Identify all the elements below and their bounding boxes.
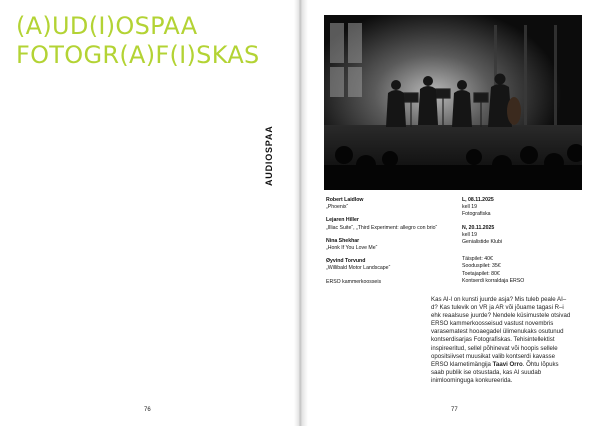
program-item xyxy=(326,197,446,211)
work-title: „Phoenix“ xyxy=(326,204,349,211)
work-title: „Willibald Motor Landscape“ xyxy=(326,265,391,272)
page-number-left: 76 xyxy=(144,407,151,413)
ensemble-name: ERSO kammerkoosseis xyxy=(326,278,382,285)
organizer-note: Kontserdi korraldaja ERSO xyxy=(462,277,525,284)
program-item xyxy=(326,217,446,231)
work-title: „Illiac Suite“, „Third Experiment: allegro con brio“ xyxy=(326,224,438,231)
concert-photo xyxy=(324,15,582,190)
event-venue: Genialistide Klubi xyxy=(462,239,503,246)
price-supporter: Toetajapilet: 80€ xyxy=(462,270,500,277)
program-item xyxy=(326,238,446,252)
title-line-2: FOTOGR(A)F(I)SKAS xyxy=(16,41,260,69)
page-number-right: 77 xyxy=(451,407,458,413)
program-credits xyxy=(326,197,446,286)
event-date: L, 08.11.2025 xyxy=(462,197,494,203)
body-text-name: Taavi Orro xyxy=(492,360,523,368)
ticket-prices xyxy=(462,256,582,285)
title-line-1: (A)UD(I)OSPAA xyxy=(16,12,198,40)
body-text-intro: Kas AI-l on kunsti juurde asja? Mis tuleb peale AI–d? Kas tulevik on VR ja AR või jõuame tagasi R–i ehk reaalsuse juurde? Nendele küsimustele otsivad ERSO kammerkoosseisud vastust novembris varasematest hooaegadel ülimenukaks osutunud kontserdisarjas Fotografiskas. Tehisintellektist inspireeritud, sellel põhinevat või hoopis sellele opositsiivset muusikat valib kontserdi kavasse ERSO klarnetimängija xyxy=(431,296,571,368)
composer-name: Nina Shekhar xyxy=(326,237,360,244)
composer-name: Robert Laidlow xyxy=(326,197,364,203)
composer-name: Lejaren Hiller xyxy=(326,217,359,224)
event-info xyxy=(462,197,582,285)
event-time: kell 19 xyxy=(462,204,477,211)
event-item xyxy=(462,225,582,247)
page-title xyxy=(16,12,286,70)
event-item xyxy=(462,197,582,219)
section-label: AUDIOSPAA xyxy=(264,125,274,186)
concert-photo-image xyxy=(324,15,582,190)
event-venue: Fotografiska xyxy=(462,211,491,218)
program-item xyxy=(326,258,446,272)
price-full: Täispilet: 40€ xyxy=(462,256,493,263)
left-page xyxy=(0,0,299,426)
work-title: „Honk If You Love Me“ xyxy=(326,245,378,252)
body-text-outro: . Õhtu lõpuks saab publik ise otsustada, kas AI suudab inimloominguga konkureerida. xyxy=(431,360,559,384)
event-date: N, 20.11.2025 xyxy=(462,224,495,231)
book-gutter xyxy=(294,0,308,426)
event-time: kell 19 xyxy=(462,231,477,238)
article-body xyxy=(431,296,571,385)
composer-name: Øyvind Torvund xyxy=(326,258,366,265)
price-discount: Sooduspilet: 35€ xyxy=(462,263,501,270)
